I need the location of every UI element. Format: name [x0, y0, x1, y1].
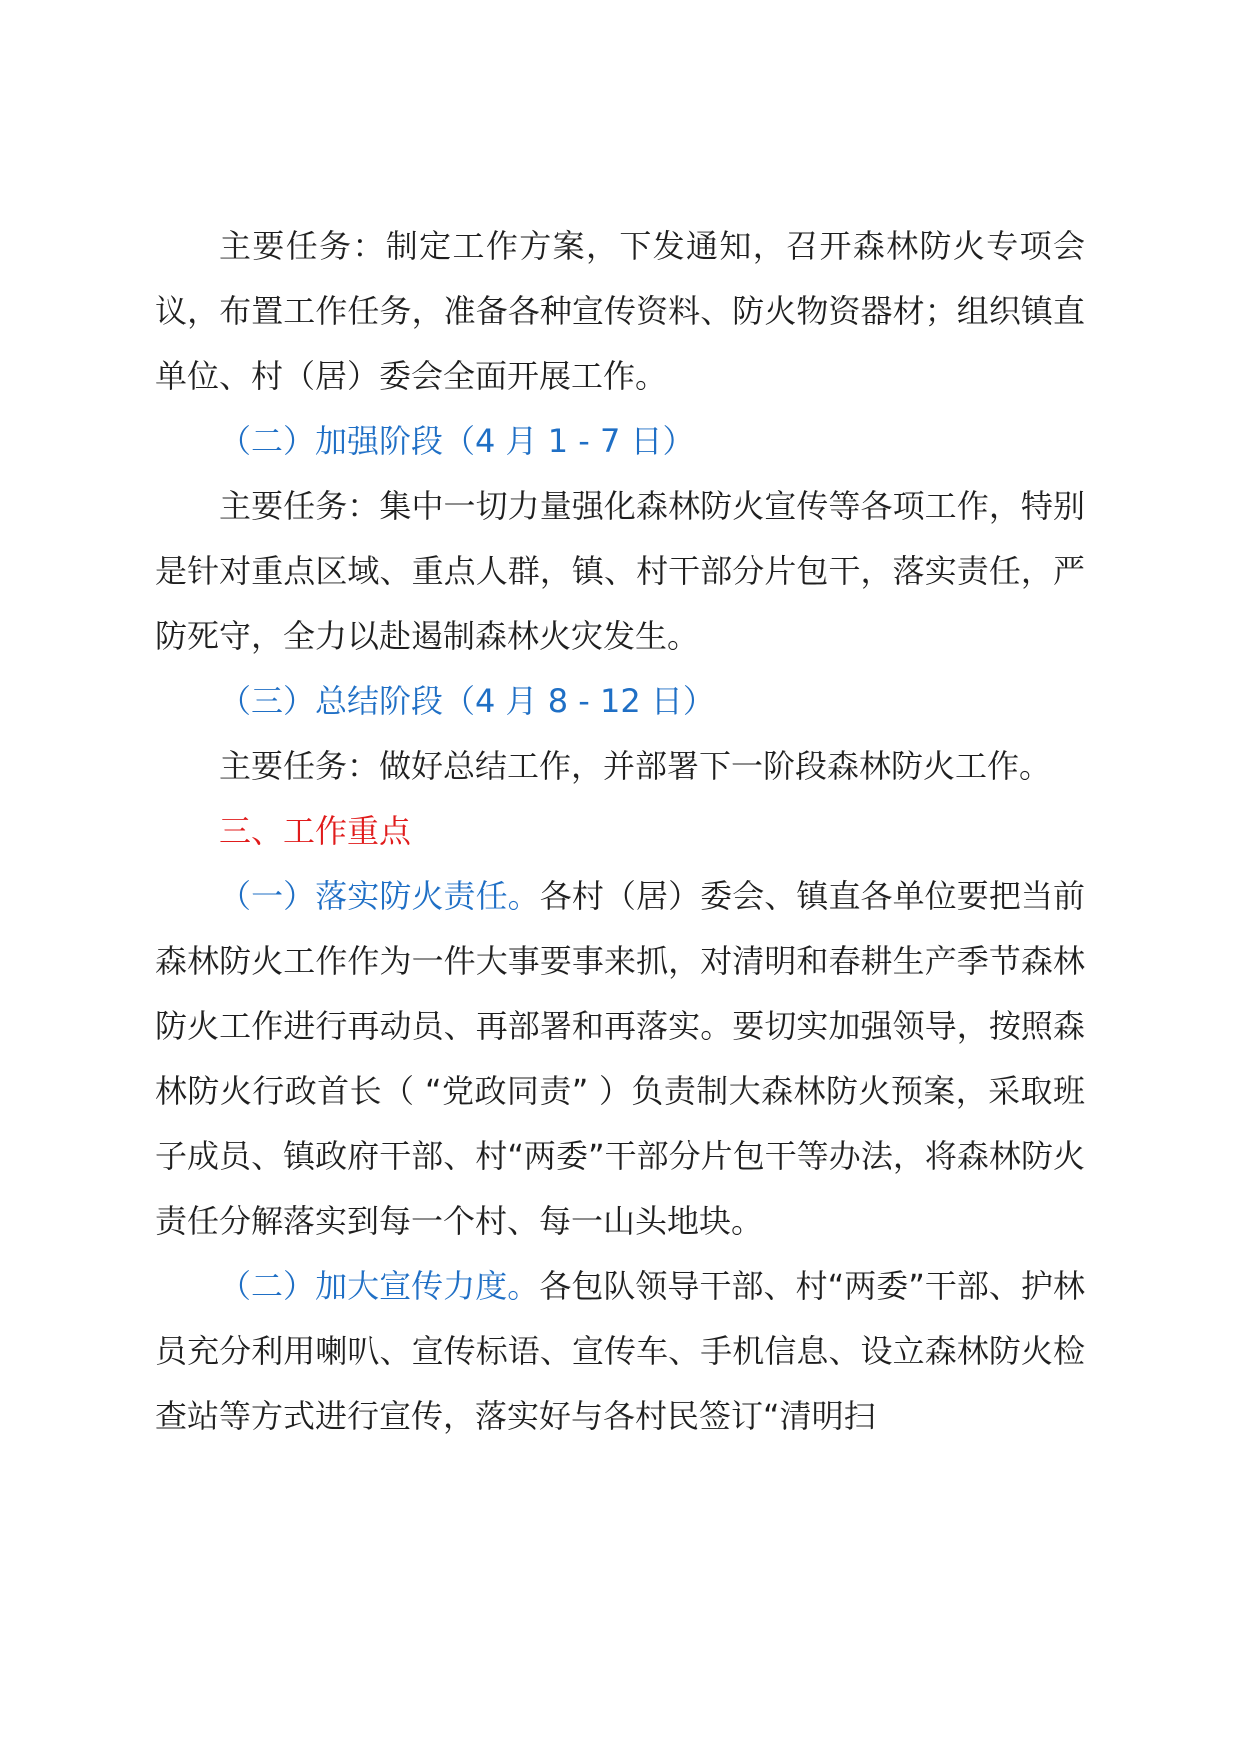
item-2-body: 各包队领导干部、村“两委”干部、护林员充分利用喇叭、宣传标语、宣传车、手机信息、设立森林防火检查站等方式进行宣传，落实好与各村民签订“清明扫 — [155, 1267, 1085, 1435]
item-1-title: （一）落实防火责任。 — [219, 877, 540, 915]
paragraph-item-2 — [155, 1254, 1085, 1449]
paragraph-stage3-tasks: 主要任务：做好总结工作，并部署下一阶段森林防火工作。 — [219, 747, 1052, 785]
paragraph-stage2-tasks: 主要任务：集中一切力量强化森林防火宣传等各项工作，特别是针对重点区域、重点人群，镇、村干部分片包干，落实责任，严防死守，全力以赴遏制森林火灾发生。 — [155, 487, 1085, 655]
paragraph-stage1-tasks: 主要任务：制定工作方案，下发通知，召开森林防火专项会议，布置工作任务，准备各种宣传资料、防火物资器材；组织镇直单位、村（居）委会全面开展工作。 — [155, 227, 1085, 395]
heading-stage2: （二）加强阶段（4 月 1 - 7 日） — [219, 422, 695, 460]
item-2-title: （二）加大宣传力度。 — [219, 1267, 540, 1305]
item-1-body: 各村（居）委会、镇直各单位要把当前森林防火工作作为一件大事要事来抓，对清明和春耕生产季节森林防火工作进行再动员、再部署和再落实。要切实加强领导，按照森林防火行政首长（ “党政同责” ）负责制大森林防火预案，采取班子成员、镇政府干部、村“两委”干部分片包干等办法，将森林防火责任分解落实到每一个村、每一山头地块。 — [155, 877, 1085, 1240]
heading-section-3: 三、工作重点 — [219, 812, 412, 850]
heading-stage3: （三）总结阶段（4 月 8 - 12 日） — [219, 682, 715, 720]
paragraph-item-1 — [155, 864, 1085, 1254]
document-page — [155, 214, 1085, 1449]
